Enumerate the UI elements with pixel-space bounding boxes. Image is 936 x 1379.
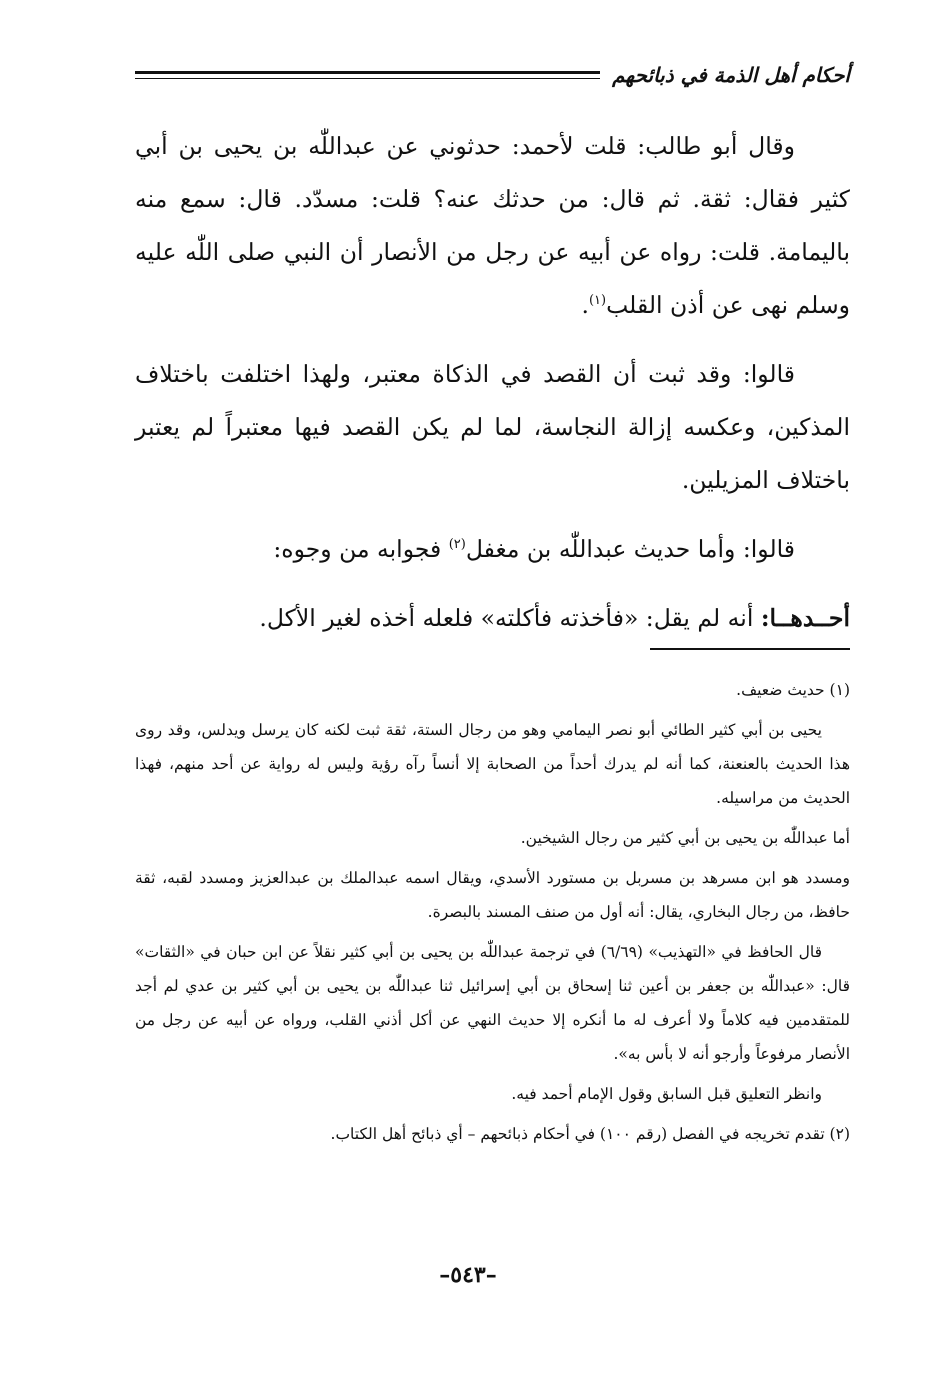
page-number: –٥٤٣– — [439, 1262, 497, 1288]
footnote-1: (١) حديث ضعيف. — [736, 681, 850, 699]
paragraph-text: أنه لم يقل: «فأخذته فأكلته» فلعله أخذه لغير الأكل. — [259, 604, 761, 632]
footnote-separator — [650, 648, 850, 650]
paragraph-tail: . — [581, 291, 589, 319]
header-rule-thick — [135, 71, 600, 74]
running-header — [135, 60, 850, 90]
paragraph-2 — [135, 348, 850, 507]
footnotes — [135, 673, 850, 1157]
paragraph-3 — [135, 523, 850, 576]
header-rule-thin — [135, 78, 600, 80]
footnote-ref-1: (١) — [588, 293, 607, 309]
footnote-text: قال الحافظ في «التهذيب» (٦/٦٩) في ترجمة عبداللّٰه بن يحيى بن أبي كثير نقلاً عن ابن حبان في «الثقات» قال: «عبداللّٰه بن جعفر بن أعين ثنا إسحاق بن أبي إسرائيل ثنا عبداللّٰه بن يحيى بن أبي كثير بن عدي لم أجد للمتقدمين فيه كلاماً ولا أعرف له ما أنكره إلا حديث النهي عن أكل أذني القلب، ورواه عن أبيه عن رجل من الأنصار مرفوعاً وأرجو أنه لا بأس به». — [135, 943, 850, 1063]
footnote-text: يحيى بن أبي كثير الطائي أبو نصر اليمامي وهو من رجال الستة، ثقة ثبت لكنه كان يرسل ويدلس، وقد روى هذا الحديث بالعنعنة، كما أنه لم يدرك أحداً من الصحابة إلا أنساً رآه رؤية وليس له رواية عن أحد منهم، فهذا الحديث من مراسيله. — [135, 721, 850, 807]
paragraph-text: قالوا: وقد ثبت أن القصد في الذكاة معتبر، ولهذا اختلفت باختلاف المذكين، وعكسه إزالة النجاسة، لما لم يكن القصد فيها معتبراً لم يعتبر باختلاف المزيلين. — [135, 360, 850, 494]
footnote-text: وانظر التعليق قبل السابق وقول الإمام أحمد فيه. — [511, 1085, 822, 1103]
paragraph-lead: أحــدهــا: — [760, 604, 850, 632]
header-title: أحكام أهل الذمة في ذبائحهم — [612, 63, 850, 87]
footnote-text: أما عبداللّٰه بن يحيى بن أبي كثير من رجال الشيخين. — [520, 829, 850, 847]
main-text — [135, 120, 850, 661]
footnote-ref-2: (٢) — [448, 537, 466, 553]
footnote-2: (٢) تقدم تخريجه في الفصل (رقم ١٠٠) في أحكام ذبائحهم – أي ذبائح أهل الكتاب. — [330, 1125, 850, 1143]
paragraph-tail: فجوابه من وجوه: — [273, 535, 449, 563]
footnote-text: ومسدد هو ابن مسرهد بن مسربل بن مستورد الأسدي، ويقال اسمه عبدالملك بن عبدالعزيز ومسدد لقبه، ثقة حافظ، من رجال البخاري، يقال: أنه أول من صنف المسند بالبصرة. — [135, 869, 850, 921]
paragraph-1 — [135, 120, 850, 332]
paragraph-text: قالوا: وأما حديث عبداللّٰه بن مغفل — [465, 535, 795, 563]
header-rule — [135, 71, 600, 80]
paragraph-text: وقال أبو طالب: قلت لأحمد: حدثوني عن عبداللّٰه بن يحيى بن أبي كثير فقال: ثقة. ثم قال: من حدثك عنه؟ قلت: مسدّد. قال: سمع منه باليمامة. قلت: رواه عن أبيه عن رجل من الأنصار أن النبي صلى اللّٰه عليه وسلم نهى عن أذن القلب — [135, 132, 850, 319]
paragraph-4 — [135, 592, 850, 645]
